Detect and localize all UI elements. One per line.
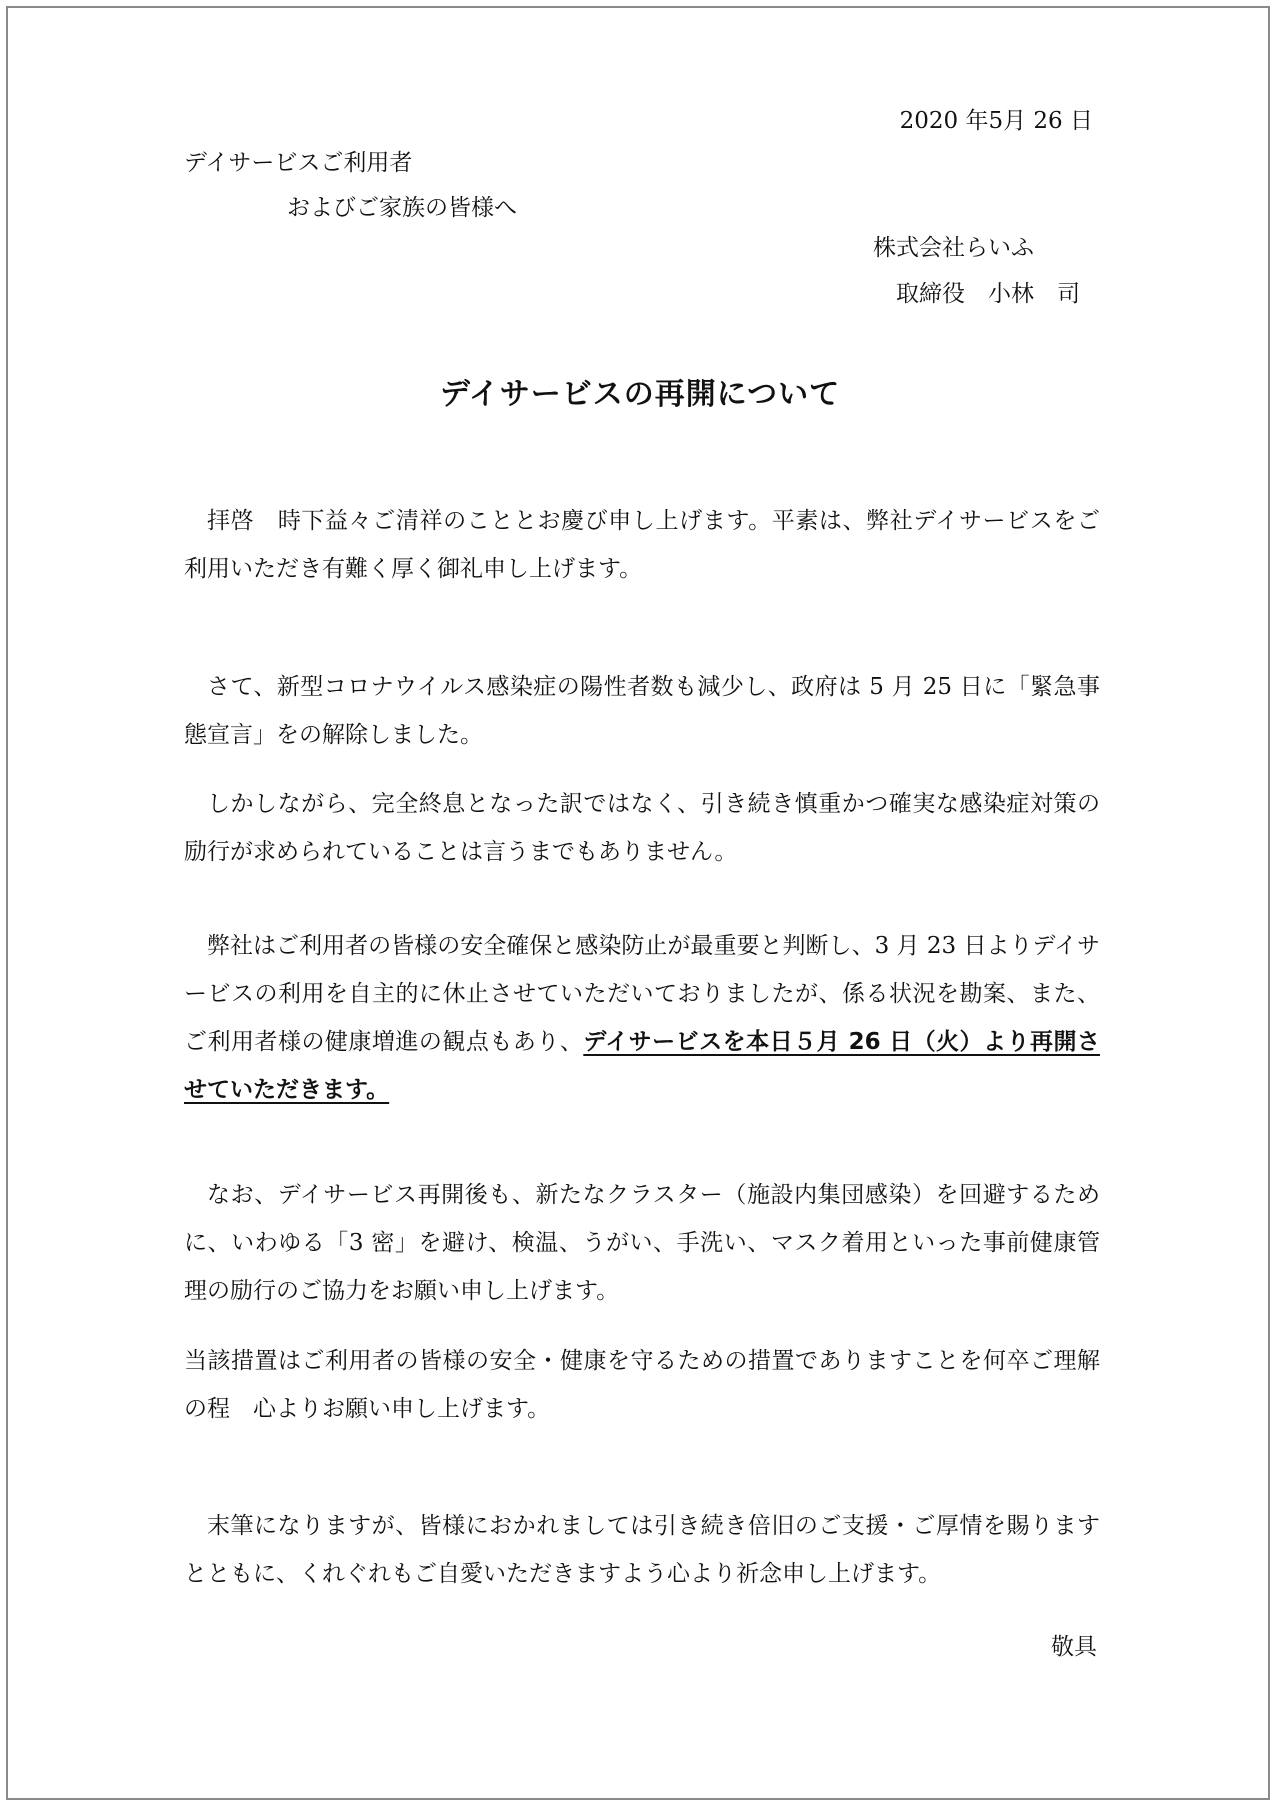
paragraph-situation: さて、新型コロナウイルス感染症の陽性者数も減少し、政府は 5 月 25 日に「緊急事態宣言」をの解除しました。: [184, 674, 1100, 748]
paragraph-caution: しかしながら、完全終息となった訳ではなく、引き続き慎重かつ確実な感染症対策の励行が求められていることは言うまでもありません。: [184, 791, 1100, 865]
paragraph-greeting: 拝啓 時下益々ご清祥のこととお慶び申し上げます。平素は、弊社デイサービスをご利用いただき有難く厚く御礼申し上げます。: [184, 508, 1100, 582]
paragraph-resume: [184, 922, 1100, 1114]
recipient-line-1: デイサービスご利用者: [184, 150, 413, 176]
document-title: デイサービスの再開について: [439, 377, 841, 412]
paragraph-request: なお、デイサービス再開後も、新たなクラスター（施設内集団感染）を回避するために、いわゆる「3 密」を避け、検温、うがい、手洗い、マスク着用といった事前健康管理の励行のご協力をお願い申し上げます。: [184, 1182, 1100, 1304]
sender-representative: 取締役 小林 司: [896, 281, 1080, 307]
resume-announcement: デイサービスを本日５月 26 日（火）より再開させていただきます。: [184, 1029, 1100, 1103]
paragraph-closing-wishes: 末筆になりますが、皆様におかれましては引き続き倍旧のご支援・ご厚情を賜りますとともに、くれぐれもご自愛いただきますよう心より祈念申し上げます。: [184, 1513, 1100, 1587]
resume-intro: 弊社はご利用者の皆様の安全確保と感染防止が最重要と判断し、3 月 23 日よりデイサービスの利用を自主的に休止させていただいておりましたが、係る状況を勘案、また、ご利用者様の健康増進の観点もあり、: [184, 933, 1100, 1055]
document-date: 2020 年5月 26 日: [899, 108, 1093, 134]
closing-salutation: 敬具: [1051, 1634, 1097, 1660]
recipient-line-2: およびご家族の皆様へ: [287, 195, 517, 221]
sender-company: 株式会社らいふ: [873, 235, 1034, 261]
paragraph-measures: 当該措置はご利用者の皆様の安全・健康を守るための措置でありますことを何卒ご理解の程 心よりお願い申し上げます。: [184, 1348, 1100, 1422]
